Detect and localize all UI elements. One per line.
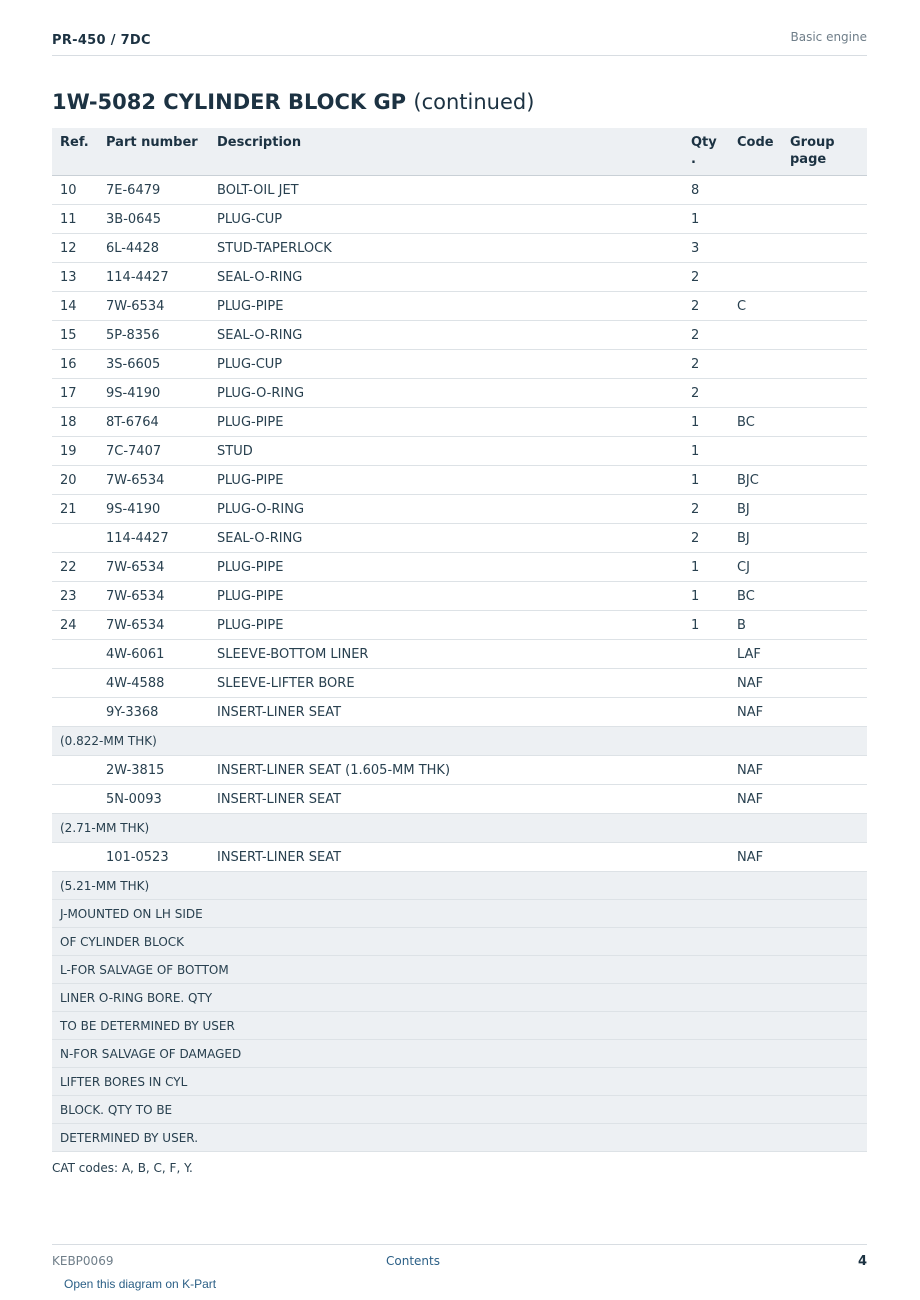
col-header-description: Description <box>209 128 683 176</box>
ref-cell: 12 <box>52 234 98 263</box>
note-text: (0.822-MM THK) <box>52 727 867 756</box>
table-header <box>52 128 867 176</box>
code-cell: B <box>729 611 782 640</box>
group-page-cell <box>782 524 867 553</box>
qty-cell: 8 <box>683 176 729 205</box>
description-cell: PLUG-PIPE <box>209 553 683 582</box>
open-diagram-link[interactable]: Open this diagram on K-Part <box>64 1277 217 1291</box>
note-row <box>52 984 867 1012</box>
group-page-cell <box>782 698 867 727</box>
group-page-cell <box>782 756 867 785</box>
code-cell <box>729 350 782 379</box>
table-row <box>52 785 867 814</box>
group-page-cell <box>782 495 867 524</box>
qty-cell <box>683 640 729 669</box>
qty-cell: 1 <box>683 582 729 611</box>
description-cell: STUD-TAPERLOCK <box>209 234 683 263</box>
group-page-cell <box>782 611 867 640</box>
group-page-cell <box>782 408 867 437</box>
code-cell <box>729 205 782 234</box>
table-row <box>52 379 867 408</box>
code-cell: NAF <box>729 785 782 814</box>
group-page-cell <box>782 234 867 263</box>
cat-codes-note: CAT codes: A, B, C, F, Y. <box>52 1161 193 1175</box>
table-row <box>52 263 867 292</box>
part-number-cell: 9Y-3368 <box>98 698 209 727</box>
description-cell: INSERT-LINER SEAT <box>209 785 683 814</box>
table-row <box>52 756 867 785</box>
ref-cell <box>52 640 98 669</box>
ref-cell: 11 <box>52 205 98 234</box>
qty-cell: 2 <box>683 263 729 292</box>
note-row <box>52 872 867 900</box>
group-page-cell <box>782 466 867 495</box>
qty-cell <box>683 843 729 872</box>
description-cell: PLUG-PIPE <box>209 611 683 640</box>
group-page-cell <box>782 205 867 234</box>
description-cell: SLEEVE-BOTTOM LINER <box>209 640 683 669</box>
title-main: 1W-5082 CYLINDER BLOCK GP <box>52 90 407 114</box>
group-page-cell <box>782 640 867 669</box>
note-text: OF CYLINDER BLOCK <box>52 928 867 956</box>
note-row <box>52 956 867 984</box>
qty-cell: 2 <box>683 321 729 350</box>
code-cell: BC <box>729 582 782 611</box>
code-cell <box>729 176 782 205</box>
part-number-cell: 4W-6061 <box>98 640 209 669</box>
note-text: DETERMINED BY USER. <box>52 1124 867 1152</box>
ref-cell: 23 <box>52 582 98 611</box>
ref-cell: 20 <box>52 466 98 495</box>
part-number-cell: 114-4427 <box>98 524 209 553</box>
table-row <box>52 292 867 321</box>
title-suffix: (continued) <box>413 90 535 114</box>
note-text: LINER O-RING BORE. QTY <box>52 984 867 1012</box>
qty-cell: 1 <box>683 466 729 495</box>
table-row <box>52 611 867 640</box>
code-cell <box>729 437 782 466</box>
note-text: N-FOR SALVAGE OF DAMAGED <box>52 1040 867 1068</box>
ref-cell <box>52 524 98 553</box>
qty-cell: 2 <box>683 495 729 524</box>
qty-cell: 2 <box>683 350 729 379</box>
part-number-cell: 5P-8356 <box>98 321 209 350</box>
description-cell: SEAL-O-RING <box>209 263 683 292</box>
qty-cell: 1 <box>683 408 729 437</box>
part-number-cell: 8T-6764 <box>98 408 209 437</box>
page-title <box>52 90 534 114</box>
contents-link[interactable]: Contents <box>386 1254 440 1268</box>
ref-cell: 13 <box>52 263 98 292</box>
qty-cell <box>683 669 729 698</box>
group-page-cell <box>782 437 867 466</box>
page-header <box>52 29 867 56</box>
part-number-cell: 2W-3815 <box>98 756 209 785</box>
description-cell: PLUG-CUP <box>209 350 683 379</box>
part-number-cell: 4W-4588 <box>98 669 209 698</box>
group-page-cell <box>782 379 867 408</box>
group-page-cell <box>782 176 867 205</box>
note-text: TO BE DETERMINED BY USER <box>52 1012 867 1040</box>
code-cell <box>729 379 782 408</box>
code-cell: BC <box>729 408 782 437</box>
part-number-cell: 7W-6534 <box>98 611 209 640</box>
note-row <box>52 1096 867 1124</box>
description-cell: SLEEVE-LIFTER BORE <box>209 669 683 698</box>
table-row <box>52 437 867 466</box>
code-cell: BJ <box>729 524 782 553</box>
note-text: (5.21-MM THK) <box>52 872 867 900</box>
part-number-cell: 3B-0645 <box>98 205 209 234</box>
col-header-group-page: Group page <box>782 128 867 176</box>
group-page-cell <box>782 582 867 611</box>
description-cell: INSERT-LINER SEAT <box>209 843 683 872</box>
ref-cell: 16 <box>52 350 98 379</box>
description-cell: INSERT-LINER SEAT (1.605-MM THK) <box>209 756 683 785</box>
part-number-cell: 6L-4428 <box>98 234 209 263</box>
ref-cell <box>52 669 98 698</box>
table-row <box>52 176 867 205</box>
qty-cell: 1 <box>683 437 729 466</box>
part-number-cell: 7E-6479 <box>98 176 209 205</box>
note-row <box>52 900 867 928</box>
note-text: BLOCK. QTY TO BE <box>52 1096 867 1124</box>
description-cell: PLUG-O-RING <box>209 379 683 408</box>
table-row <box>52 640 867 669</box>
ref-cell: 17 <box>52 379 98 408</box>
group-page-cell <box>782 350 867 379</box>
qty-cell <box>683 698 729 727</box>
qty-cell: 1 <box>683 205 729 234</box>
table-row <box>52 321 867 350</box>
group-page-cell <box>782 292 867 321</box>
col-header-ref: Ref. <box>52 128 98 176</box>
table-row <box>52 582 867 611</box>
note-row <box>52 1124 867 1152</box>
note-text: L-FOR SALVAGE OF BOTTOM <box>52 956 867 984</box>
part-number-cell: 101-0523 <box>98 843 209 872</box>
code-cell: NAF <box>729 843 782 872</box>
code-cell <box>729 321 782 350</box>
code-cell: LAF <box>729 640 782 669</box>
ref-cell <box>52 843 98 872</box>
ref-cell: 18 <box>52 408 98 437</box>
code-cell <box>729 234 782 263</box>
qty-cell: 2 <box>683 292 729 321</box>
note-text: J-MOUNTED ON LH SIDE <box>52 900 867 928</box>
table-row <box>52 553 867 582</box>
description-cell: PLUG-PIPE <box>209 466 683 495</box>
qty-cell: 1 <box>683 553 729 582</box>
table-row <box>52 669 867 698</box>
part-number-cell: 7W-6534 <box>98 553 209 582</box>
note-text: LIFTER BORES IN CYL <box>52 1068 867 1096</box>
qty-cell <box>683 756 729 785</box>
part-number-cell: 3S-6605 <box>98 350 209 379</box>
table-row <box>52 234 867 263</box>
code-cell: NAF <box>729 698 782 727</box>
note-row <box>52 928 867 956</box>
description-cell: PLUG-PIPE <box>209 408 683 437</box>
note-text: (2.71-MM THK) <box>52 814 867 843</box>
description-cell: PLUG-CUP <box>209 205 683 234</box>
parts-table <box>52 128 867 1152</box>
ref-cell: 21 <box>52 495 98 524</box>
group-page-cell <box>782 843 867 872</box>
page-footer <box>52 1244 867 1269</box>
description-cell: SEAL-O-RING <box>209 321 683 350</box>
ref-cell: 10 <box>52 176 98 205</box>
part-number-cell: 7W-6534 <box>98 292 209 321</box>
group-page-cell <box>782 553 867 582</box>
description-cell: PLUG-O-RING <box>209 495 683 524</box>
ref-cell <box>52 698 98 727</box>
description-cell: INSERT-LINER SEAT <box>209 698 683 727</box>
code-cell: CJ <box>729 553 782 582</box>
code-cell: BJ <box>729 495 782 524</box>
qty-cell: 3 <box>683 234 729 263</box>
part-number-cell: 9S-4190 <box>98 379 209 408</box>
code-cell: NAF <box>729 756 782 785</box>
qty-cell: 1 <box>683 611 729 640</box>
group-page-cell <box>782 263 867 292</box>
group-page-cell <box>782 321 867 350</box>
note-row <box>52 814 867 843</box>
code-cell <box>729 263 782 292</box>
table-row <box>52 205 867 234</box>
description-cell: PLUG-PIPE <box>209 292 683 321</box>
ref-cell: 24 <box>52 611 98 640</box>
table-row <box>52 495 867 524</box>
table-body <box>52 176 867 1152</box>
description-cell: SEAL-O-RING <box>209 524 683 553</box>
table-row <box>52 350 867 379</box>
part-number-cell: 7C-7407 <box>98 437 209 466</box>
part-number-cell: 9S-4190 <box>98 495 209 524</box>
qty-cell <box>683 785 729 814</box>
description-cell: BOLT-OIL JET <box>209 176 683 205</box>
code-cell: C <box>729 292 782 321</box>
note-row <box>52 1068 867 1096</box>
description-cell: STUD <box>209 437 683 466</box>
page-number: 4 <box>857 1254 867 1269</box>
note-row <box>52 1040 867 1068</box>
col-header-part-number: Part number <box>98 128 209 176</box>
ref-cell: 22 <box>52 553 98 582</box>
table-row <box>52 466 867 495</box>
part-number-cell: 114-4427 <box>98 263 209 292</box>
part-number-cell: 5N-0093 <box>98 785 209 814</box>
ref-cell <box>52 785 98 814</box>
code-cell: BJC <box>729 466 782 495</box>
description-cell: PLUG-PIPE <box>209 582 683 611</box>
table-row <box>52 698 867 727</box>
part-number-cell: 7W-6534 <box>98 582 209 611</box>
ref-cell: 14 <box>52 292 98 321</box>
group-page-cell <box>782 785 867 814</box>
document-id: KEBP0069 <box>52 1254 114 1268</box>
qty-cell: 2 <box>683 379 729 408</box>
col-header-code: Code <box>729 128 782 176</box>
ref-cell: 19 <box>52 437 98 466</box>
note-row <box>52 727 867 756</box>
ref-cell: 15 <box>52 321 98 350</box>
group-page-cell <box>782 669 867 698</box>
note-row <box>52 1012 867 1040</box>
table-row <box>52 843 867 872</box>
qty-cell: 2 <box>683 524 729 553</box>
model-label: PR-450 / 7DC <box>52 33 151 48</box>
col-header-qty: Qty . <box>683 128 729 176</box>
code-cell: NAF <box>729 669 782 698</box>
ref-cell <box>52 756 98 785</box>
part-number-cell: 7W-6534 <box>98 466 209 495</box>
table-row <box>52 408 867 437</box>
section-label: Basic engine <box>790 30 867 44</box>
table-row <box>52 524 867 553</box>
